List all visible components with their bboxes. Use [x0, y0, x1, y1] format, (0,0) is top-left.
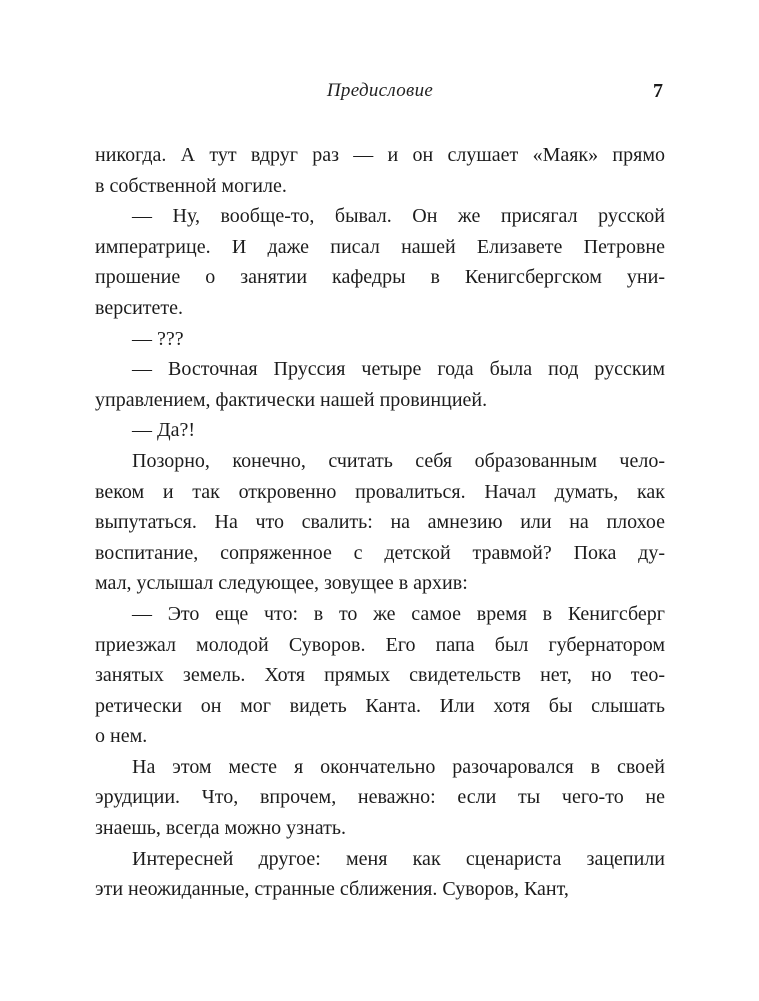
paragraph [95, 354, 665, 415]
paragraph [95, 844, 665, 905]
text-line: никогда. А тут вдруг раз — и он слушает «Маяк» прямо [95, 144, 665, 166]
text-line: прошение о занятии кафедры в Кенигсбергском уни- [95, 266, 665, 289]
paragraph [95, 446, 665, 599]
paragraph [95, 201, 665, 323]
text-line: Позорно, конечно, считать себя образованным чело- [132, 449, 665, 472]
text-line: ретически он мог видеть Канта. Или хотя бы слышать [95, 694, 665, 717]
page-number: 7 [653, 80, 663, 102]
text-block [95, 140, 665, 905]
chapter-title: Предисловие [326, 80, 434, 101]
text-line: — Это еще что: в то же самое время в Кенигсберг [132, 602, 665, 625]
text-line: эти неожиданные, странные сближения. Суворов, Кант, [95, 878, 569, 901]
text-line: в собственной могиле. [95, 174, 287, 197]
text-line: — ??? [132, 327, 184, 350]
running-header [95, 80, 665, 104]
paragraph [95, 415, 665, 446]
text-line: императрице. И даже писал нашей Елизавете Петровне [95, 235, 665, 258]
text-line: управлением, фактически нашей провинцией. [95, 388, 488, 411]
text-line: — Ну, вообще-то, бывал. Он же присягал русской [132, 205, 665, 228]
text-line: веком и так откровенно провалиться. Начал думать, как [95, 480, 665, 503]
text-line: верситете. [95, 296, 184, 319]
text-line: приезжал молодой Суворов. Его папа был губернатором [95, 633, 665, 656]
text-line: знаешь, всегда можно узнать. [95, 817, 346, 840]
paragraph [95, 140, 665, 201]
text-line: мал, услышал следующее, зовущее в архив: [95, 572, 468, 595]
text-line: На этом месте я окончательно разочаровался в своей [132, 755, 665, 778]
text-line: эрудиции. Что, впрочем, неважно: если ты чего-то не [95, 786, 665, 809]
text-line: занятых земель. Хотя прямых свидетельств нет, но тео- [95, 664, 665, 687]
text-line: — Восточная Пруссия четыре года была под русским [132, 358, 665, 381]
paragraph [95, 599, 665, 752]
text-line: Интересней другое: меня как сценариста зацепили [132, 847, 665, 870]
text-line: о нем. [95, 725, 148, 748]
paragraph [95, 324, 665, 355]
text-line: — Да?! [132, 419, 196, 442]
text-line: воспитание, сопряженное с детской травмой? Пока ду- [95, 541, 665, 564]
paragraph [95, 752, 665, 844]
text-line: выпутаться. На что свалить: на амнезию или на плохое [95, 511, 665, 534]
